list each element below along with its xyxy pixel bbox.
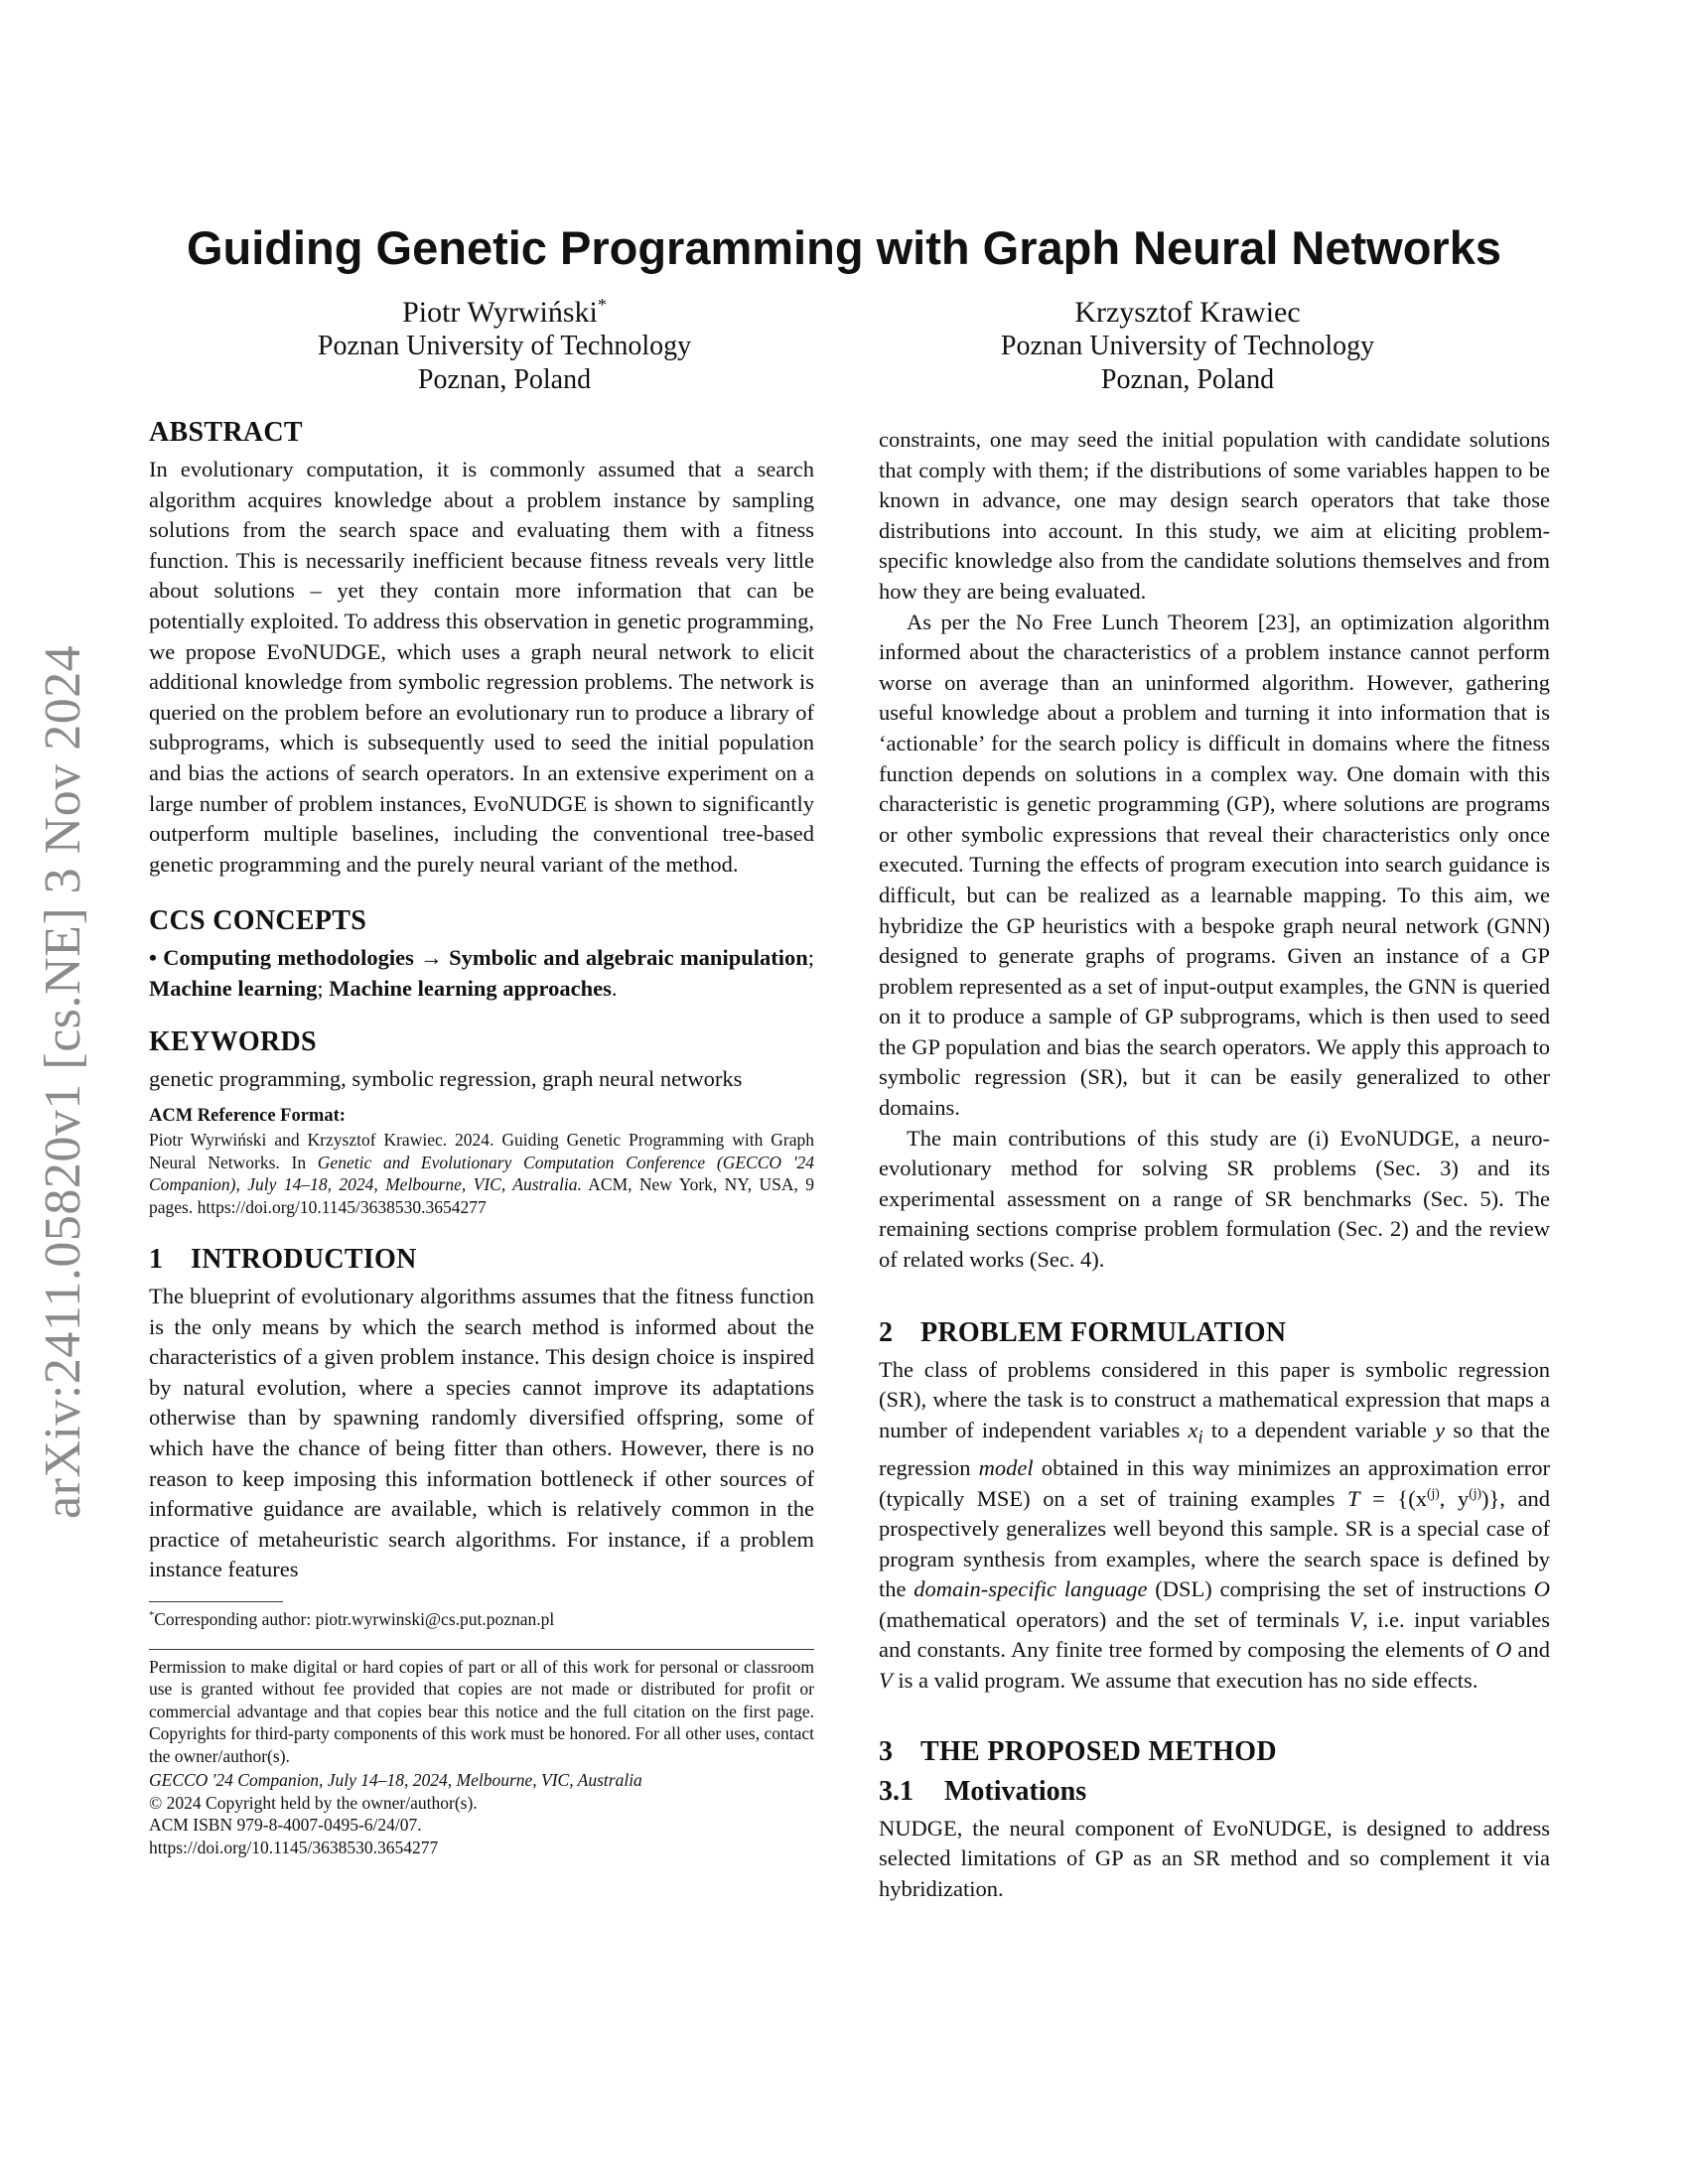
footnote [149, 1601, 814, 1631]
author-location: Poznan, Poland [417, 364, 592, 395]
permission-venue: GECCO '24 Companion, July 14–18, 2024, Melbourne, VIC, Australia [149, 1770, 642, 1791]
acm-reference [149, 1106, 814, 1218]
permission-isbn: ACM ISBN 979-8-4007-0495-6/24/07. [149, 1815, 422, 1836]
abstract-text: In evolutionary computation, it is commonly assumed that a search algorithm acquires knowledge about a problem instance by sampling solutions from the search space and evaluating them with a fitness function. This is necessarily inefficient because fitness reveals very little about solutions – yet they contain more information that can be potentially exploited. To address this observation in genetic programming, we propose EvoNUDGE, which uses a graph neural network to elicit additional knowledge from symbolic regression problems. The network is queried on the problem before an evolutionary run to produce a library of subprograms, which is subsequently used to seed the initial population and bias the actions of search operators. In an extensive experiment on a large number of problem instances, EvoNUDGE is shown to significantly outperform multiple baselines, including the conventional tree-based genetic programming and the purely neural variant of the method. [149, 457, 814, 877]
arxiv-identifier-stamp: arXiv:2411.05820v1 [cs.NE] 3 Nov 2024 [35, 644, 91, 1519]
proposed-method-heading: 3 THE PROPOSED METHOD [879, 1735, 1277, 1767]
footnote-text: *Corresponding author: piotr.wyrwinski@cs.put.poznan.pl [149, 1609, 555, 1630]
author-block-2 [929, 296, 1446, 397]
permission-doi: https://doi.org/10.1145/3638530.3654277 [149, 1837, 439, 1857]
permission-block [149, 1656, 814, 1859]
author-affiliation: Poznan University of Technology [317, 331, 692, 361]
footnote-rule [149, 1601, 283, 1602]
author-affiliation: Poznan University of Technology [1000, 331, 1375, 361]
acm-reference-heading: ACM Reference Format: [149, 1106, 346, 1127]
intro-contributions-paragraph: The main contributions of this study are (i) EvoNUDGE, a neuro-evolutionary method for solving SR problems (Sec. 3) and its experimental assessment on a range of SR benchmarks (Sec. 5). The remaining sections comprise problem formulation (Sec. 2) and the review of related works (Sec. 4). [879, 1125, 1550, 1273]
permission-rule [149, 1649, 814, 1650]
keywords-text: genetic programming, symbolic regression, graph neural networks [149, 1065, 743, 1091]
acm-reference-text: Piotr Wyrwiński and Krzysztof Krawiec. 2024. Guiding Genetic Programming with Graph Neural Networks. In Genetic and Evolutionary Computation Conference (GECCO '24 Companion), July 14–18, 2024, Melbourne, VIC, Australia. ACM, New York, NY, USA, 9 pages. https://doi.org/10.1145/3638530.3654277 [149, 1130, 814, 1217]
ccs-heading: CCS CONCEPTS [149, 905, 367, 937]
author-name: Krzysztof Krawiec [1074, 296, 1301, 329]
corresponding-marker: * [597, 295, 607, 315]
right-column [879, 425, 1550, 1904]
motivations-subheading: 3.1 Motivations [879, 1775, 1087, 1807]
author-location: Poznan, Poland [1100, 364, 1275, 395]
introduction-heading: 1 INTRODUCTION [149, 1244, 417, 1276]
author-block-1 [246, 296, 763, 397]
keywords-heading: KEYWORDS [149, 1025, 317, 1057]
problem-formulation-heading: 2 PROBLEM FORMULATION [879, 1316, 1287, 1348]
left-column [149, 417, 814, 1858]
intro-nfl-paragraph: As per the No Free Lunch Theorem [23], an optimization algorithm informed about the characteristics of a problem instance cannot perform worse on average than an uninformed algorithm. However, gathering useful knowledge about a problem and turning it into information that is ‘actionable’ for the search policy is difficult in domains where the fitness function depends on solutions in a complex way. One domain with this characteristic is genetic programming (GP), where solutions are programs or other symbolic expressions that reveal their characteristics only once executed. Turning the effects of program execution into search guidance is difficult, but can be realized as a learnable mapping. To this aim, we hybridize the GP heuristics with a bespoke graph neural network (GNN) designed to generate graphs of programs. Given an instance of a GP problem represented as a set of input-output examples, the GNN is queried on it to produce a sample of GP subprograms, which is then used to seed the GP population and bias the search operators. We apply this approach to symbolic regression (SR), but it can be easily generalized to other domains. [879, 609, 1550, 1121]
intro-continued-paragraph: constraints, one may seed the initial population with candidate solutions that comply with them; if the distributions of some variables happen to be known in advance, one may design search operators that take those distributions into account. In this study, we aim at eliciting problem-specific knowledge also from the candidate solutions themselves and from how they are being evaluated. [879, 427, 1550, 604]
permission-text: Permission to make digital or hard copies of part or all of this work for personal or classroom use is granted without fee provided that copies are not made or distributed for profit or commercial advantage and that copies bear this notice and the full citation on the first page. Copyrights for third-party components of this work must be honored. For all other uses, contact the owner/author(s). [149, 1656, 814, 1766]
paper-title: Guiding Genetic Programming with Graph Neural Networks [186, 221, 1502, 274]
motivations-text: NUDGE, the neural component of EvoNUDGE, is designed to address selected limitations of GP as an SR method and so complement it via hybridization. [879, 1815, 1550, 1901]
introduction-text: The blueprint of evolutionary algorithms assumes that the fitness function is the only means by which the search method is informed about the characteristics of a given problem instance. This design choice is inspired by natural evolution, where a species cannot improve its adaptations otherwise than by spawning randomly diversified offspring, some of which have the chance of being fitter than others. However, there is no reason to keep imposing this information bottleneck if other sources of informative guidance are available, which is relatively common in the practice of metaheuristic search algorithms. For instance, if a problem instance features [149, 1284, 814, 1582]
problem-formulation-text: The class of problems considered in this paper is symbolic regression (SR), where the task is to construct a mathematical expression that maps a number of independent variables $x_i$ to a dependent variable y so that the regression model obtained in this way minimizes an approximation error (typically MSE) on a set of training examples $T = \{(x^{(j)}$, $y^{(j)}$)}, and prospectively generalizes well beyond this sample. SR is a special case of program synthesis from examples, where the search space is defined by the domain-specific language (DSL) comprising the set of instructions O (mathematical operators) and the set of terminals V, i.e. input variables and constants. Any finite tree formed by composing the elements of O and V is a valid program. We assume that execution has no side effects. [879, 1356, 1551, 1694]
ccs-concepts-text: • Computing methodologies → Symbolic and algebraic manipulation; Machine learning; Machine learning approaches. [149, 945, 815, 1001]
abstract-heading: ABSTRACT [149, 417, 303, 448]
author-name: Piotr Wyrwiński* [402, 295, 607, 329]
permission-copyright: © 2024 Copyright held by the owner/author(s). [149, 1792, 478, 1813]
